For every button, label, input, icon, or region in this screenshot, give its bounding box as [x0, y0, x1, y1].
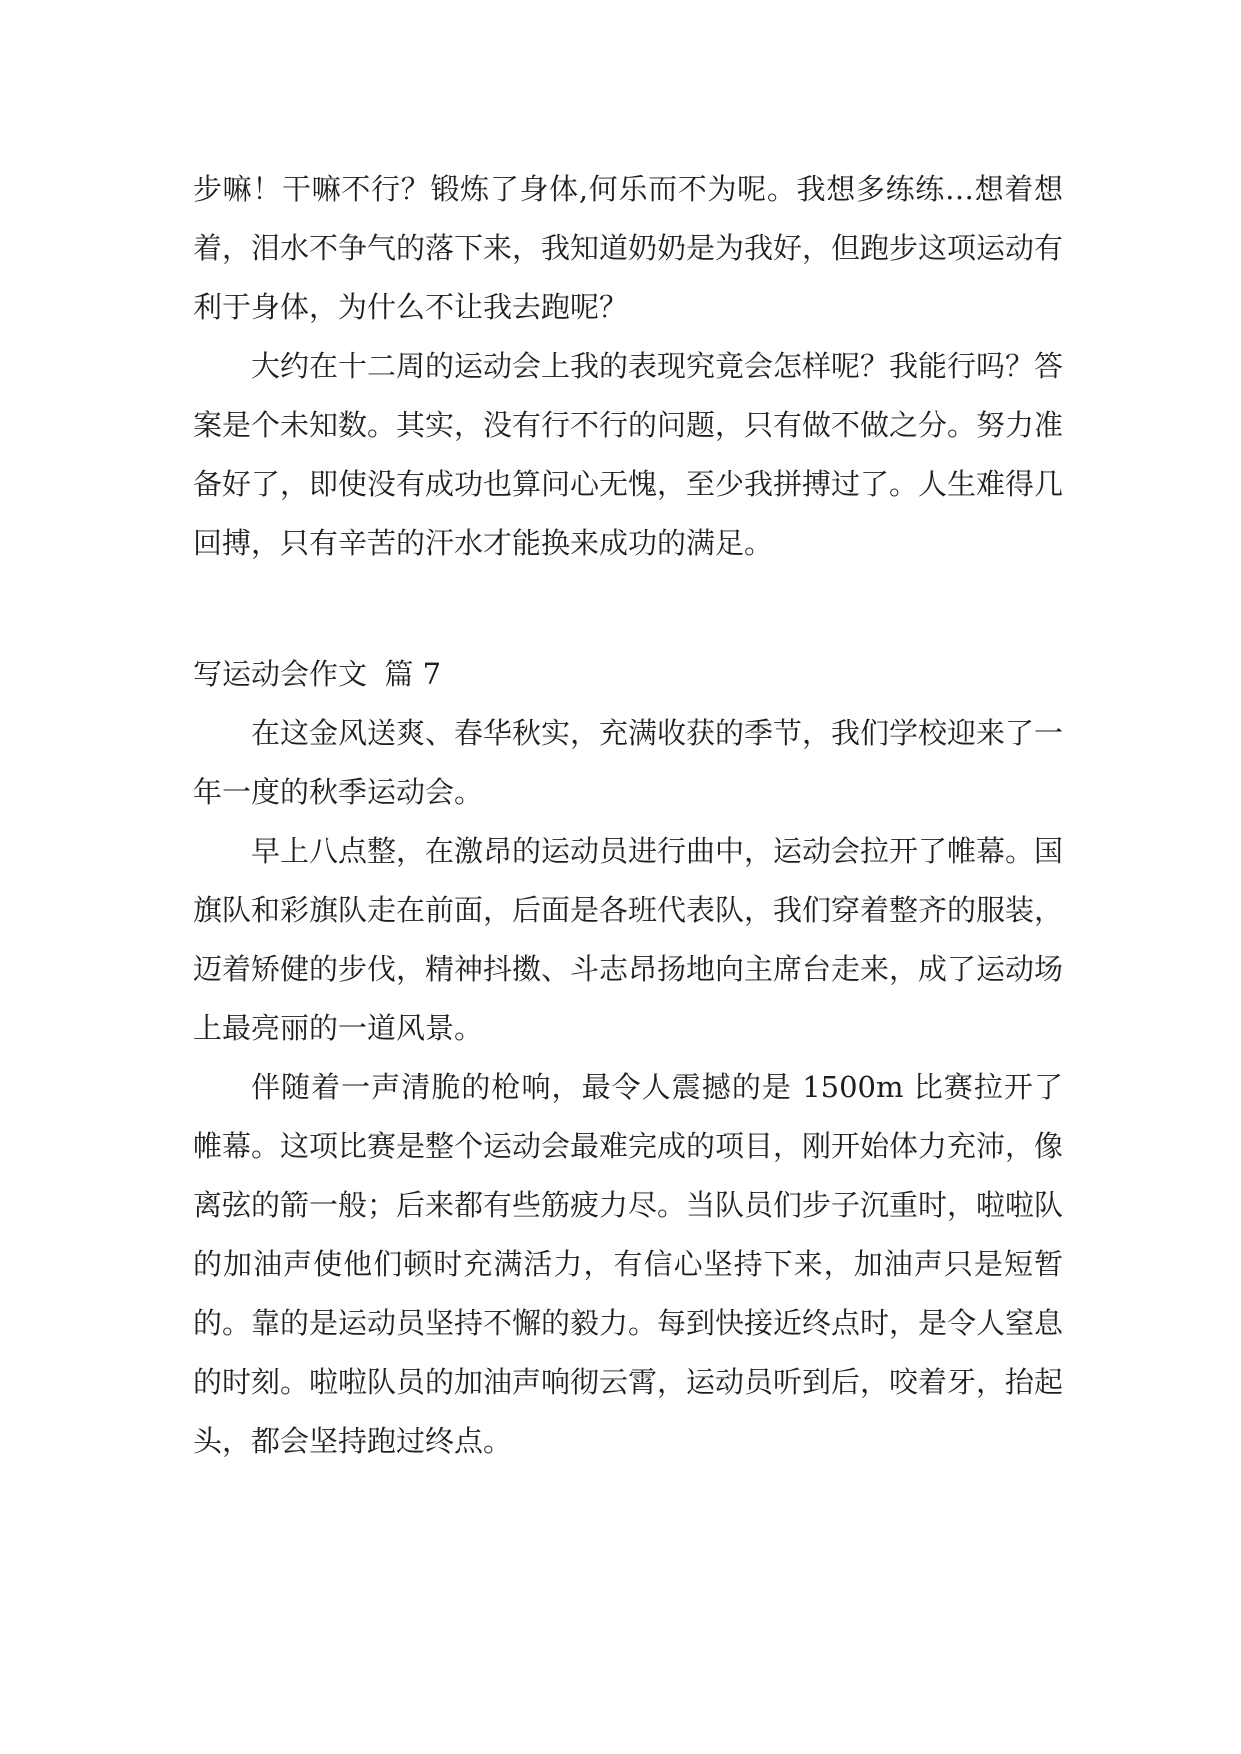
paragraph-2: 大约在十二周的运动会上我的表现究竟会怎样呢？我能行吗？答案是个未知数。其实，没有行不行的问题，只有做不做之分。努力准备好了，即使没有成功也算问心无愧，至少我拼搏过了。人生难得几回搏，只有辛苦的汗水才能换来成功的满足。: [193, 349, 1064, 560]
document-page: [193, 160, 1063, 1471]
section-heading: [193, 645, 1063, 704]
paragraph-4: 早上八点整，在激昂的运动员进行曲中，运动会拉开了帷幕。国旗队和彩旗队走在前面，后面是各班代表队，我们穿着整齐的服装，迈着矫健的步伐，精神抖擞、斗志昂扬地向主席台走来，成了运动场上最亮丽的一道风景。: [193, 834, 1064, 1045]
section-title: 写运动会作文: [193, 657, 368, 691]
paragraph-5: 伴随着一声清脆的枪响，最令人震撼的是 1500m 比赛拉开了帷幕。这项比赛是整个运动会最难完成的项目，刚开始体力充沛，像离弦的箭一般；后来都有些筋疲力尽。当队员们步子沉重时，啦啦队的加油声使他们顿时充满活力，有信心坚持下来，加油声只是短暂的。靠的是运动员坚持不懈的毅力。每到快接近终点时，是令人窒息的时刻。啦啦队员的加油声响彻云霄，运动员听到后，咬着牙，抬起头，都会坚持跑过终点。: [193, 1070, 1064, 1458]
paragraph-3: 在这金风送爽、春华秋实，充满收获的季节，我们学校迎来了一年一度的秋季运动会。: [193, 716, 1064, 809]
paragraph-1: 步嘛！干嘛不行？锻炼了身体,何乐而不为呢。我想多练练…想着想着，泪水不争气的落下来，我知道奶奶是为我好，但跑步这项运动有利于身体，为什么不让我去跑呢？: [193, 172, 1064, 324]
section-number: 篇 7: [384, 657, 442, 691]
